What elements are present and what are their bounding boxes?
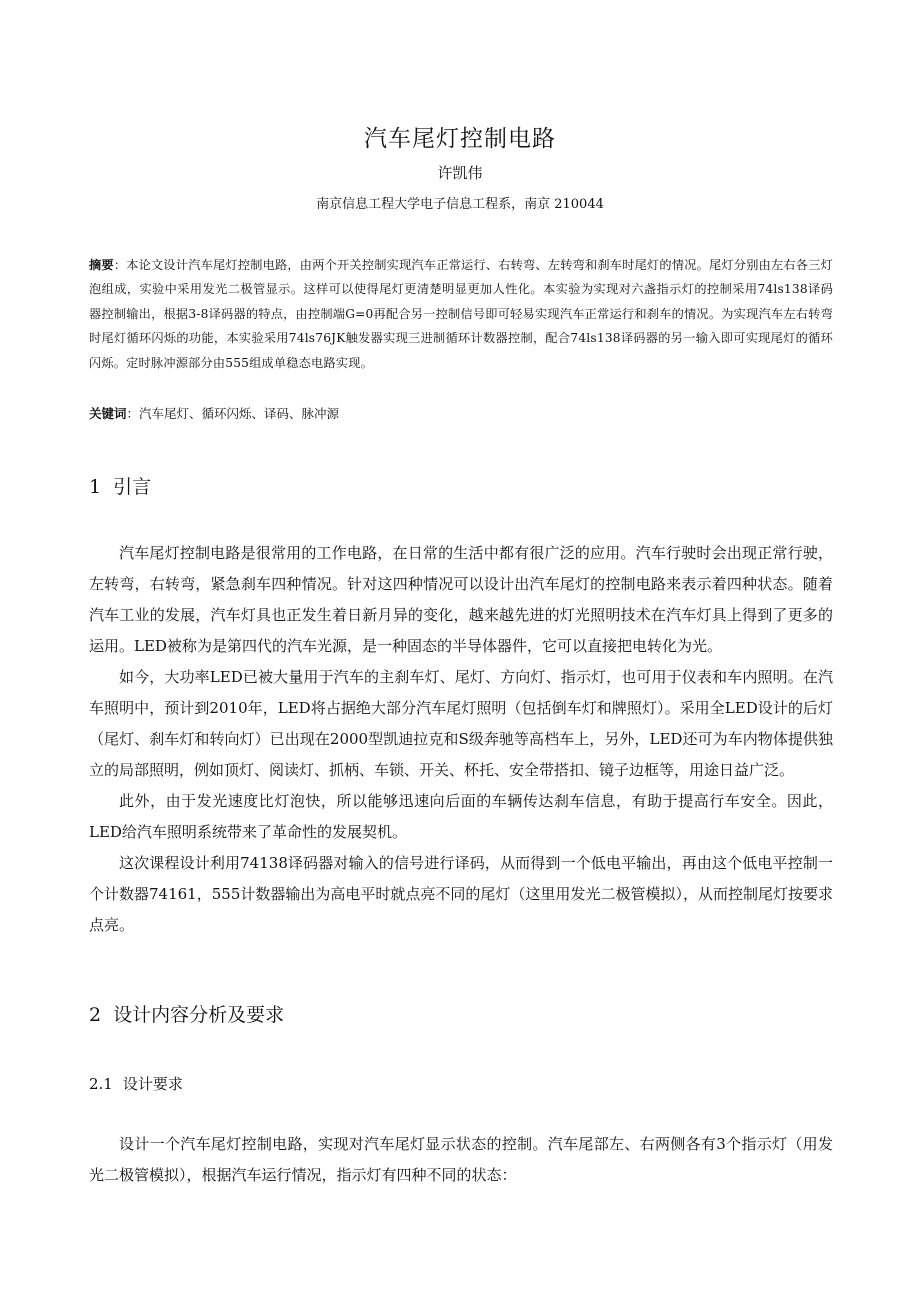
section-1-body: [89, 538, 833, 941]
paragraph: 汽车尾灯控制电路是很常用的工作电路，在日常的生活中都有很广泛的应用。汽车行驶时会出现正常行驶，左转弯，右转弯，紧急刹车四种情况。针对这四种情况可以设计出汽车尾灯的控制电路来表示着四种状态。随着汽车工业的发展，汽车灯具也正发生着日新月异的变化，越来越先进的灯光照明技术在汽车灯具上得到了更多的运用。LED被称为是第四代的汽车光源，是一种固态的半导体器件，它可以直接把电转化为光。: [89, 544, 833, 655]
section-2-title: 设计内容分析及要求: [113, 1004, 285, 1026]
paragraph: 设计一个汽车尾灯控制电路，实现对汽车尾灯显示状态的控制。汽车尾部左、右两侧各有3个指示灯（用发光二极管模拟），根据汽车运行情况，指示灯有四种不同的状态：: [89, 1135, 833, 1184]
keywords-label: 关键词: [89, 406, 127, 421]
paragraph: 此外，由于发光速度比灯泡快，所以能够迅速向后面的车辆传达刹车信息，有助于提高行车安全。因此，LED给汽车照明系统带来了革命性的发展契机。: [89, 792, 833, 841]
section-2-heading: [89, 1000, 284, 1027]
section-2-1-number: 2.1: [89, 1075, 113, 1093]
section-1-heading: [89, 472, 151, 499]
section-2-1-heading: [89, 1073, 183, 1094]
paper-affiliation: 南京信息工程大学电子信息工程系，南京 210044: [316, 197, 604, 212]
paper-title: 汽车尾灯控制电路: [364, 126, 556, 152]
abstract-text: ：本论文设计汽车尾灯控制电路，由两个开关控制实现汽车正常运行、右转弯、左转弯和刹车时尾灯的情况。尾灯分别由左右各三灯泡组成，实验中采用发光二极管显示。这样可以使得尾灯更清楚明显更加人性化。本实验为实现对六盏指示灯的控制采用74ls138译码器控制输出，根据3-8译码器的特点，由控制端G=0再配合另一控制信号即可轻易实现汽车正常运行和刹车的情况。为实现汽车左右转弯时尾灯循环闪烁的功能，本实验采用74ls76JK触发器实现三进制循环计数器控制，配合74ls138译码器的另一输入即可实现尾灯的循环闪烁。定时脉冲源部分由555组成单稳态电路实现。: [89, 258, 833, 370]
abstract-label: 摘要: [89, 258, 114, 272]
paragraph: 如今，大功率LED已被大量用于汽车的主刹车灯、尾灯、方向灯、指示灯，也可用于仪表和车内照明。在汽车照明中，预计到2010年，LED将占据绝大部分汽车尾灯照明（包括倒车灯和牌照灯）。采用全LED设计的后灯（尾灯、刹车灯和转向灯）已出现在2000型凯迪拉克和S级奔驰等高档车上，另外，LED还可为车内物体提供独立的局部照明，例如顶灯、阅读灯、抓柄、车锁、开关、杯托、安全带搭扣、镜子边框等，用途日益广泛。: [89, 668, 833, 779]
keywords: [89, 404, 833, 422]
paragraph: 这次课程设计利用74138译码器对输入的信号进行译码，从而得到一个低电平输出，再由这个低电平控制一个计数器74161，555计数器输出为高电平时就点亮不同的尾灯（这里用发光二极管模拟），从而控制尾灯按要求点亮。: [89, 854, 833, 934]
section-1-number: 1: [89, 476, 102, 498]
section-2-number: 2: [89, 1004, 102, 1026]
section-2-1-title: 设计要求: [122, 1075, 183, 1093]
keywords-text: ：汽车尾灯、循环闪烁、译码、脉冲源: [126, 406, 340, 421]
section-2-1-body: [89, 1129, 833, 1191]
section-1-title: 引言: [113, 476, 152, 498]
abstract: [89, 253, 833, 375]
paper-author: 许凯伟: [437, 164, 483, 182]
